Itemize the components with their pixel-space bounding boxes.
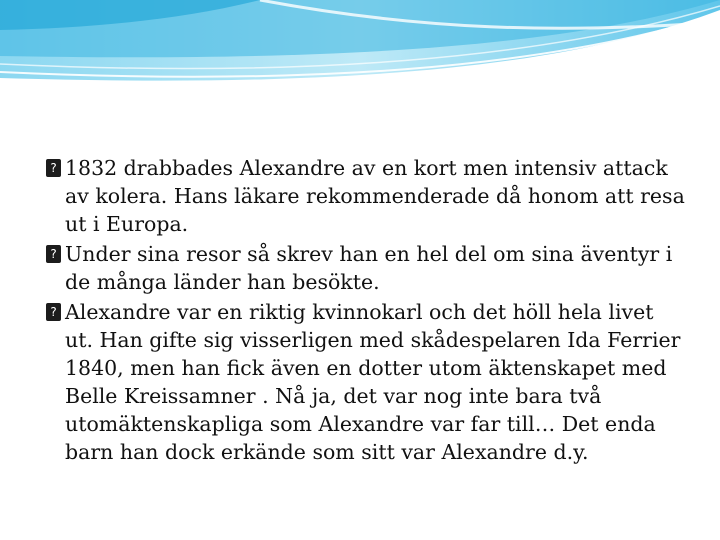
missing-glyph-icon: ? [46, 303, 61, 321]
bullet-item [46, 154, 686, 238]
bullet-text: Under sina resor så skrev han en hel del om sina äventyr i de många länder han besökte. [65, 242, 673, 294]
bullet-text: Alexandre var en riktig kvinnokarl och det höll hela livet ut. Han gifte sig visserligen med skådespelaren Ida Ferrier 1840, men han fick även en dotter utom äktenskapet med Belle Kreissamner . Nå ja, det var nog inte bara två utomäktenskapliga som Alexandre var far till… Det enda barn han dock erkände som sitt var Alexandre d.y. [65, 300, 681, 464]
header-wave-decoration [0, 0, 720, 90]
bullet-text: 1832 drabbades Alexandre av en kort men intensiv attack av kolera. Hans läkare rekommenderade då honom att resa ut i Europa. [65, 156, 685, 236]
missing-glyph-icon: ? [46, 159, 61, 177]
bullet-item [46, 240, 686, 296]
bullet-item [46, 298, 686, 466]
missing-glyph-icon: ? [46, 245, 61, 263]
slide-body [46, 154, 686, 468]
